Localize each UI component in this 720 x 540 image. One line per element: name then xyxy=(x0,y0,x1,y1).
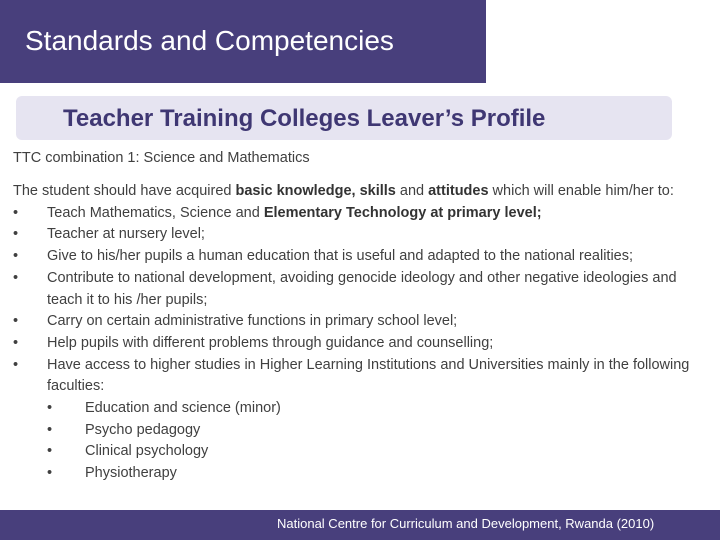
faculty-item-text: Physiotherapy xyxy=(85,465,177,482)
faculty-item-text: Psycho pedagogy xyxy=(85,421,201,438)
slide-title: Standards and Competencies xyxy=(25,25,394,56)
faculty-list xyxy=(47,398,713,485)
bullet: • xyxy=(13,248,19,265)
intro-text-3: which will enable him/her to: xyxy=(488,183,674,199)
list-item xyxy=(13,333,713,355)
bullet: • xyxy=(13,269,19,286)
list-item-text: Have access to higher studies in Higher Learning Institutions and Universities mainly in the following faculties: xyxy=(47,356,690,395)
bullet: • xyxy=(47,465,53,482)
bullet: • xyxy=(13,204,19,221)
footer-citation: National Centre for Curriculum and Development, Rwanda (2010) xyxy=(277,516,655,531)
list-item xyxy=(13,224,713,246)
intro-bold-2: attitudes xyxy=(428,183,489,199)
list-item-text: Contribute to national development, avoiding genocide ideology and other negative ideologies and teach it to his /her pupils; xyxy=(47,269,677,308)
footer-bar xyxy=(0,510,720,540)
list-item xyxy=(13,355,713,485)
body-text xyxy=(13,181,713,485)
faculty-item xyxy=(47,398,713,420)
bullet: • xyxy=(13,334,19,351)
slide-subtitle: Teacher Training Colleges Leaver’s Profile xyxy=(63,105,546,132)
list-item xyxy=(13,311,713,333)
combination-text: TTC combination 1: Science and Mathematics xyxy=(13,150,310,166)
bullet: • xyxy=(47,400,53,417)
faculty-item-text: Education and science (minor) xyxy=(85,400,281,417)
list-item-bold-text: Elementary Technology at primary level; xyxy=(263,204,542,221)
faculty-item xyxy=(47,463,713,485)
bullet: • xyxy=(13,356,19,373)
list-item-text: Carry on certain administrative functions in primary school level; xyxy=(47,313,458,330)
list-item xyxy=(13,268,713,311)
list-item-text: Give to his/her pupils a human education that is useful and adapted to the national realities; xyxy=(47,248,634,265)
list-item-text: Teach Mathematics, Science and xyxy=(47,204,264,221)
bullet: • xyxy=(47,421,53,438)
intro-paragraph xyxy=(13,181,713,203)
bullet: • xyxy=(13,313,19,330)
intro-text-2: and xyxy=(395,183,429,199)
intro-bold-1: basic knowledge, skills xyxy=(235,183,396,199)
list-item-text: Teacher at nursery level; xyxy=(47,226,205,243)
subtitle-box xyxy=(16,96,672,140)
competency-list xyxy=(13,203,713,485)
faculty-item xyxy=(47,441,713,463)
faculty-item xyxy=(47,420,713,442)
list-item-text: Help pupils with different problems through guidance and counselling; xyxy=(47,334,494,351)
intro-text-1: The student should have acquired xyxy=(13,183,236,199)
faculty-item-text: Clinical psychology xyxy=(85,443,209,460)
title-bar xyxy=(0,0,486,83)
list-item xyxy=(13,203,713,225)
list-item xyxy=(13,246,713,268)
bullet: • xyxy=(13,226,19,243)
bullet: • xyxy=(47,443,53,460)
